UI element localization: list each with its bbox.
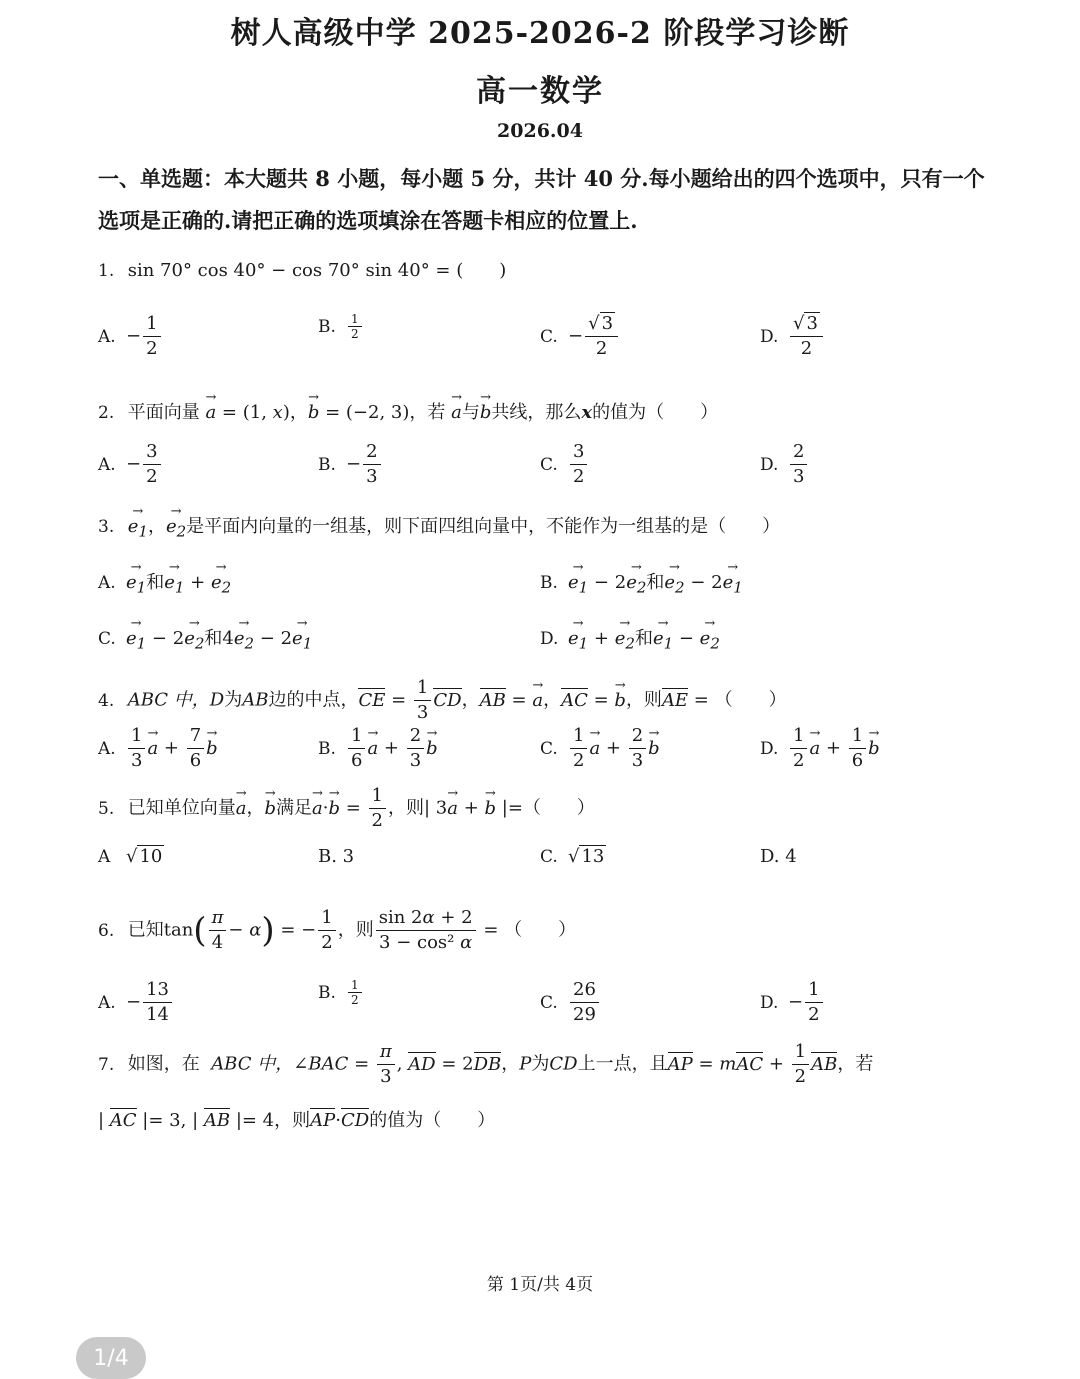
q2-option-b[interactable]: B. − $\frac{2}{3}$ — [318, 440, 383, 489]
option-label: C. — [540, 738, 558, 759]
q4-option-d[interactable]: D. $\frac{1}{2}$ → a + $\frac{1}{6}$ → b — [760, 724, 880, 773]
stem-text: ABC 中， — [127, 689, 210, 711]
question-number: 7. — [98, 1054, 115, 1075]
option-label: A. — [98, 326, 116, 347]
section-instructions — [98, 158, 998, 242]
option-label: B. — [318, 982, 336, 1003]
stem-text: （ ） — [504, 919, 577, 941]
stem-text: 是平面内向量的一组基，则下面四组向量中，不能作为一组基的是（ ） — [186, 516, 781, 537]
question-6: 6. 已知tan( $\frac{\pi}{4}$ − α) = − $\frac{1}{2}$ ，则 $\frac{\sin 2\alpha + 2}{\text{3 − cos² α}}$ = （ ） — [98, 907, 577, 953]
exam-date: 2026.04 — [497, 120, 583, 142]
stem-text: 的值为（ ） — [592, 402, 719, 423]
q2-option-d[interactable]: D. $\frac{2}{3}$ — [760, 440, 809, 489]
question-1 — [98, 256, 978, 282]
question-5: 5. 已知单位向量→ a，→ b满足→ a·→ b = $\frac{1}{2}$ ，则| 3→ a + → b |=（ ） — [98, 784, 978, 833]
q6-option-b[interactable]: B. $\frac{1}{2}$ — [318, 978, 364, 1007]
page-footer: 第 1页/共 4页 — [486, 1275, 594, 1295]
option-label: A. — [98, 454, 116, 475]
stem-text: （ ） — [522, 797, 595, 819]
q4-option-a[interactable]: A. $\frac{1}{3}$ → a + $\frac{7}{6}$ → b — [98, 724, 218, 773]
q3-option-a[interactable]: $A.\to e_1$和→ $e_1$ + → $e_2$ — [98, 566, 231, 597]
question-number: 6. — [98, 920, 115, 941]
stem-text: ， — [501, 1053, 520, 1075]
question-7: 7. 如图，在 ABC 中，∠BAC = $\frac{\pi}{3}$ , AD = 2DB，P为CD上一点，且AP = mAC + $\frac{1}{2}$ AB，若 — [98, 1041, 874, 1087]
option-label: A — [98, 847, 111, 867]
question-4: 4. ABC 中，D为AB边的中点，CE = $\frac{1}{3}$ CD，AB = → a，AC = → b，则AE = （ ） — [98, 676, 978, 725]
question-number: 3. — [98, 517, 115, 537]
q1-option-a[interactable]: A. − $\frac{1}{2}$ — [98, 312, 163, 361]
stem-text: （ ） — [714, 689, 787, 711]
stem-text: 与 — [461, 402, 480, 423]
stem-text: 平面向量 — [127, 402, 200, 423]
option-label: B. — [318, 454, 336, 475]
question-7-line-2: | AC |= 3, | AB |= 4，则AP·CD的值为（ ） — [98, 1110, 496, 1131]
option-label: C. — [540, 992, 558, 1013]
option-label: D. — [760, 992, 779, 1013]
and-word: 和 — [146, 572, 165, 593]
q4-option-b[interactable]: B. $\frac{1}{6}$ → a + $\frac{2}{3}$ → b — [318, 724, 438, 773]
option-label: C. — [540, 326, 558, 347]
exam-subtitle: 高一数学 — [476, 74, 604, 109]
option-label: A. — [98, 992, 116, 1013]
and-word: 和 — [634, 628, 653, 649]
stem-text: ，若 — [409, 402, 446, 423]
option-label: D. — [760, 326, 779, 347]
q1-option-d[interactable]: D. $\frac{√ 3}{2}$ — [760, 312, 825, 361]
page-indicator[interactable]: 1/4 — [76, 1337, 146, 1379]
q6-option-a[interactable]: A. − $\frac{13}{14}$ — [98, 978, 174, 1027]
exam-title: 树人高级中学 2025-2026-2 阶段学习诊断 — [230, 16, 850, 51]
q5-option-b[interactable] — [318, 846, 354, 867]
q3-option-b[interactable]: $B.\to e_1 - 2\to e_2$和→ $e_2 - 2\to e_1$ — [540, 566, 743, 597]
stem-text: ，则 — [387, 797, 424, 819]
q2-option-c[interactable]: C. $\frac{3}{2}$ — [540, 440, 589, 489]
stem-text: 共线，那么 — [491, 402, 582, 423]
question-3: 3. → $e_1$，→ $e_2$是平面内向量的一组基，则下面四组向量中，不能作为一组基的是（ ） — [98, 510, 978, 541]
stem-text: ABC 中， — [211, 1053, 294, 1075]
stem-text: 为 — [531, 1053, 550, 1075]
option-label: C. — [540, 847, 558, 867]
and-word: 和 — [646, 572, 665, 593]
option-label: A. — [98, 573, 116, 593]
q6-option-d[interactable]: D. − $\frac{1}{2}$ — [760, 978, 825, 1027]
option-label: B. — [318, 738, 336, 759]
and-word: 和 — [204, 628, 223, 649]
section-line-2: 选项是正确的.请把正确的选项填涂在答题卡相应的位置上. — [98, 208, 638, 233]
q1-option-c[interactable]: C. − $\frac{√ 3}{2}$ — [540, 312, 620, 361]
stem-text: 上一点，且 — [577, 1053, 668, 1075]
stem-text: 为 — [224, 689, 243, 711]
q3-option-c[interactable]: $C.\to e_1 - 2\to e_2$和$4\to e_2 - 2\to e_1$ — [98, 622, 312, 653]
stem-text: ，若 — [837, 1053, 874, 1075]
q5-option-c[interactable]: C. √ 13 — [540, 846, 605, 867]
stem-text: ，则 — [274, 1110, 311, 1131]
option-label: D. — [760, 738, 779, 759]
section-line-1: 一、单选题：本大题共 8 小题，每小题 5 分，共计 40 分.每小题给出的四个选项中，只有一个 — [98, 166, 985, 191]
question-number: 4. — [98, 690, 115, 711]
question-number: 1. — [98, 261, 115, 281]
q1-option-b[interactable]: B. $\frac{1}{2}$ — [318, 312, 364, 341]
q3-option-d[interactable]: $D.\to e_1$ + → $e_2$和→ $e_1$ − → $e_2$ — [540, 622, 720, 653]
q5-option-a[interactable]: A √ 10 — [98, 846, 163, 867]
question-stem: sin 70° cos 40° − cos 70° sin 40° = ( ) — [127, 260, 507, 281]
option-label: A. — [98, 738, 116, 759]
option-label: D. — [540, 629, 559, 649]
option-label: B. — [540, 573, 558, 593]
stem-text: 的值为（ ） — [369, 1110, 496, 1131]
option-label: B. — [318, 316, 336, 337]
stem-text: ，则 — [337, 919, 374, 941]
q5-option-d[interactable] — [760, 846, 797, 867]
q6-option-c[interactable]: C. $\frac{26}{29}$ — [540, 978, 601, 1027]
question-2: 2. 平面向量 → a = (1, x)，→ b = (−2, 3)，若 → a与→ b共线，那么x的值为（ ） — [98, 396, 978, 424]
question-number: 2. — [98, 403, 115, 423]
stem-text: ，则 — [625, 689, 662, 711]
stem-text: 如图，在 — [127, 1053, 200, 1075]
stem-text: 边的中点， — [268, 689, 359, 711]
option-label: D. — [760, 454, 779, 475]
option-label: B. 3 — [318, 846, 355, 867]
stem-text: 满足 — [276, 797, 312, 819]
option-label: C. — [98, 629, 116, 649]
option-label: C. — [540, 454, 558, 475]
q2-option-a[interactable]: A. − $\frac{3}{2}$ — [98, 440, 163, 489]
stem-text: 已知 — [127, 919, 164, 941]
option-label: D. 4 — [760, 846, 797, 867]
question-number: 5. — [98, 798, 115, 819]
q4-option-c[interactable]: C. $\frac{1}{2}$ → a + $\frac{2}{3}$ → b — [540, 724, 660, 773]
stem-text: 已知单位向量 — [127, 797, 236, 819]
